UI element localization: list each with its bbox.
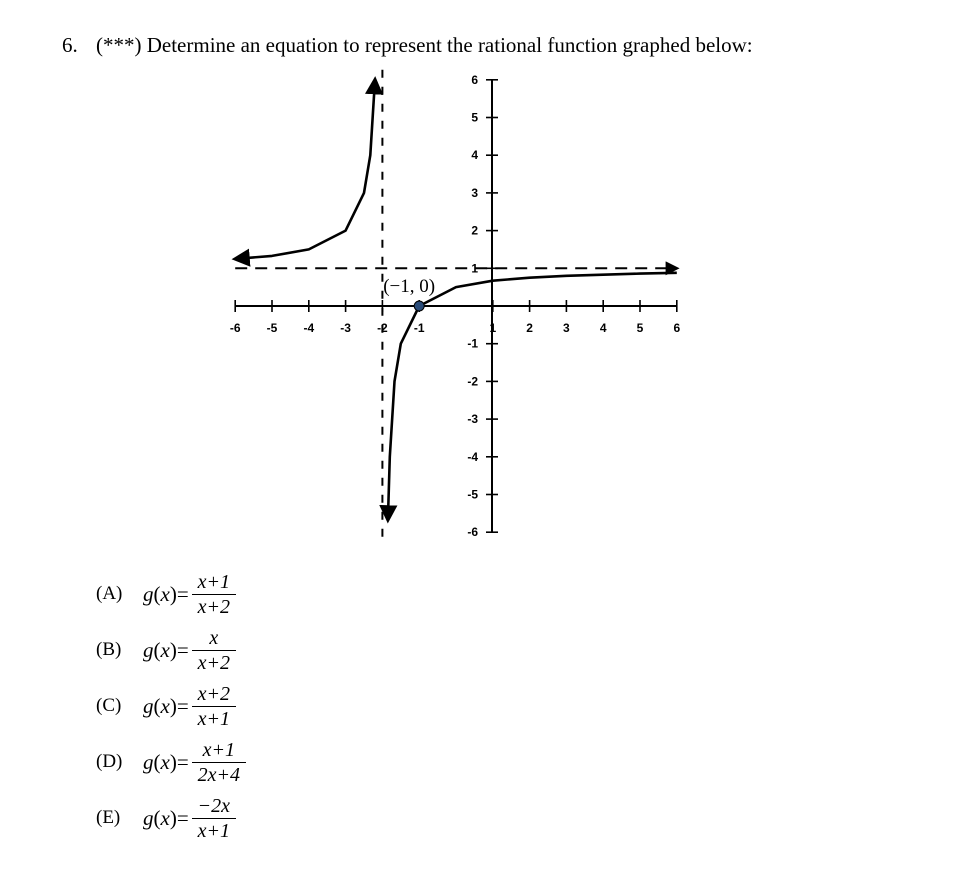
denominator: 2x+4 bbox=[197, 763, 241, 786]
fraction bbox=[192, 570, 236, 619]
left-branch-curve bbox=[235, 80, 375, 259]
y-tick-label: -5 bbox=[467, 487, 478, 502]
y-tick-label: -3 bbox=[467, 412, 478, 427]
point-label: (−1, 0) bbox=[383, 276, 436, 297]
choice-letter: (A) bbox=[96, 583, 123, 604]
fraction bbox=[192, 738, 246, 787]
choice-d[interactable] bbox=[96, 734, 246, 790]
denominator: x+1 bbox=[197, 707, 231, 730]
x-tick-label: -5 bbox=[266, 321, 278, 335]
denominator: x+2 bbox=[197, 651, 231, 674]
question-number: 6. bbox=[62, 33, 78, 57]
function-name: g(x)= bbox=[143, 749, 189, 774]
fraction bbox=[192, 794, 236, 843]
y-tick-label: 4 bbox=[471, 148, 478, 163]
fraction bbox=[192, 682, 236, 731]
point-marker bbox=[414, 301, 424, 311]
numerator: x+2 bbox=[197, 682, 231, 705]
y-tick-label: 6 bbox=[471, 72, 478, 87]
x-tick-label: -4 bbox=[303, 321, 315, 335]
function-name: g(x)= bbox=[143, 805, 189, 830]
choice-c[interactable] bbox=[96, 678, 236, 734]
x-tick-label: 4 bbox=[599, 321, 607, 335]
choice-a[interactable] bbox=[96, 566, 236, 622]
y-tick-label: -4 bbox=[467, 449, 478, 464]
y-tick-label: -2 bbox=[467, 374, 478, 389]
x-tick-label: 1 bbox=[489, 321, 497, 335]
y-tick-label: 1 bbox=[471, 261, 478, 276]
choice-e[interactable] bbox=[96, 790, 236, 846]
x-tick-label: 3 bbox=[563, 321, 570, 335]
y-tick-label: -1 bbox=[467, 336, 478, 351]
choice-letter: (E) bbox=[96, 807, 121, 828]
choice-letter: (D) bbox=[96, 751, 123, 772]
choice-b[interactable] bbox=[96, 622, 236, 678]
right-branch-curve bbox=[388, 273, 677, 520]
x-tick-label: 5 bbox=[636, 321, 644, 335]
question-prompt: (***) Determine an equation to represent the rational function graphed below: bbox=[96, 33, 753, 57]
y-tick-label: -6 bbox=[467, 525, 478, 540]
function-name: g(x)= bbox=[143, 581, 189, 606]
choice-letter: (C) bbox=[96, 695, 122, 716]
x-tick-label: -2 bbox=[377, 321, 388, 335]
numerator: −2x bbox=[197, 794, 231, 817]
numerator: x bbox=[209, 626, 219, 649]
choice-letter: (B) bbox=[96, 639, 122, 660]
x-tick-label: 6 bbox=[673, 321, 681, 335]
fraction bbox=[192, 626, 236, 675]
numerator: x+1 bbox=[202, 738, 236, 761]
x-tick-label: -3 bbox=[340, 321, 351, 335]
y-tick-label: 5 bbox=[471, 110, 478, 125]
denominator: x+2 bbox=[197, 595, 231, 618]
x-tick-label: 2 bbox=[526, 321, 533, 335]
y-tick-label: 2 bbox=[471, 223, 478, 238]
function-name: g(x)= bbox=[143, 637, 189, 662]
numerator: x+1 bbox=[197, 570, 231, 593]
denominator: x+1 bbox=[197, 819, 231, 842]
y-tick-label: 3 bbox=[471, 185, 478, 200]
x-tick-label: -6 bbox=[229, 321, 241, 335]
function-name: g(x)= bbox=[143, 693, 189, 718]
x-tick-label: -1 bbox=[413, 321, 425, 335]
